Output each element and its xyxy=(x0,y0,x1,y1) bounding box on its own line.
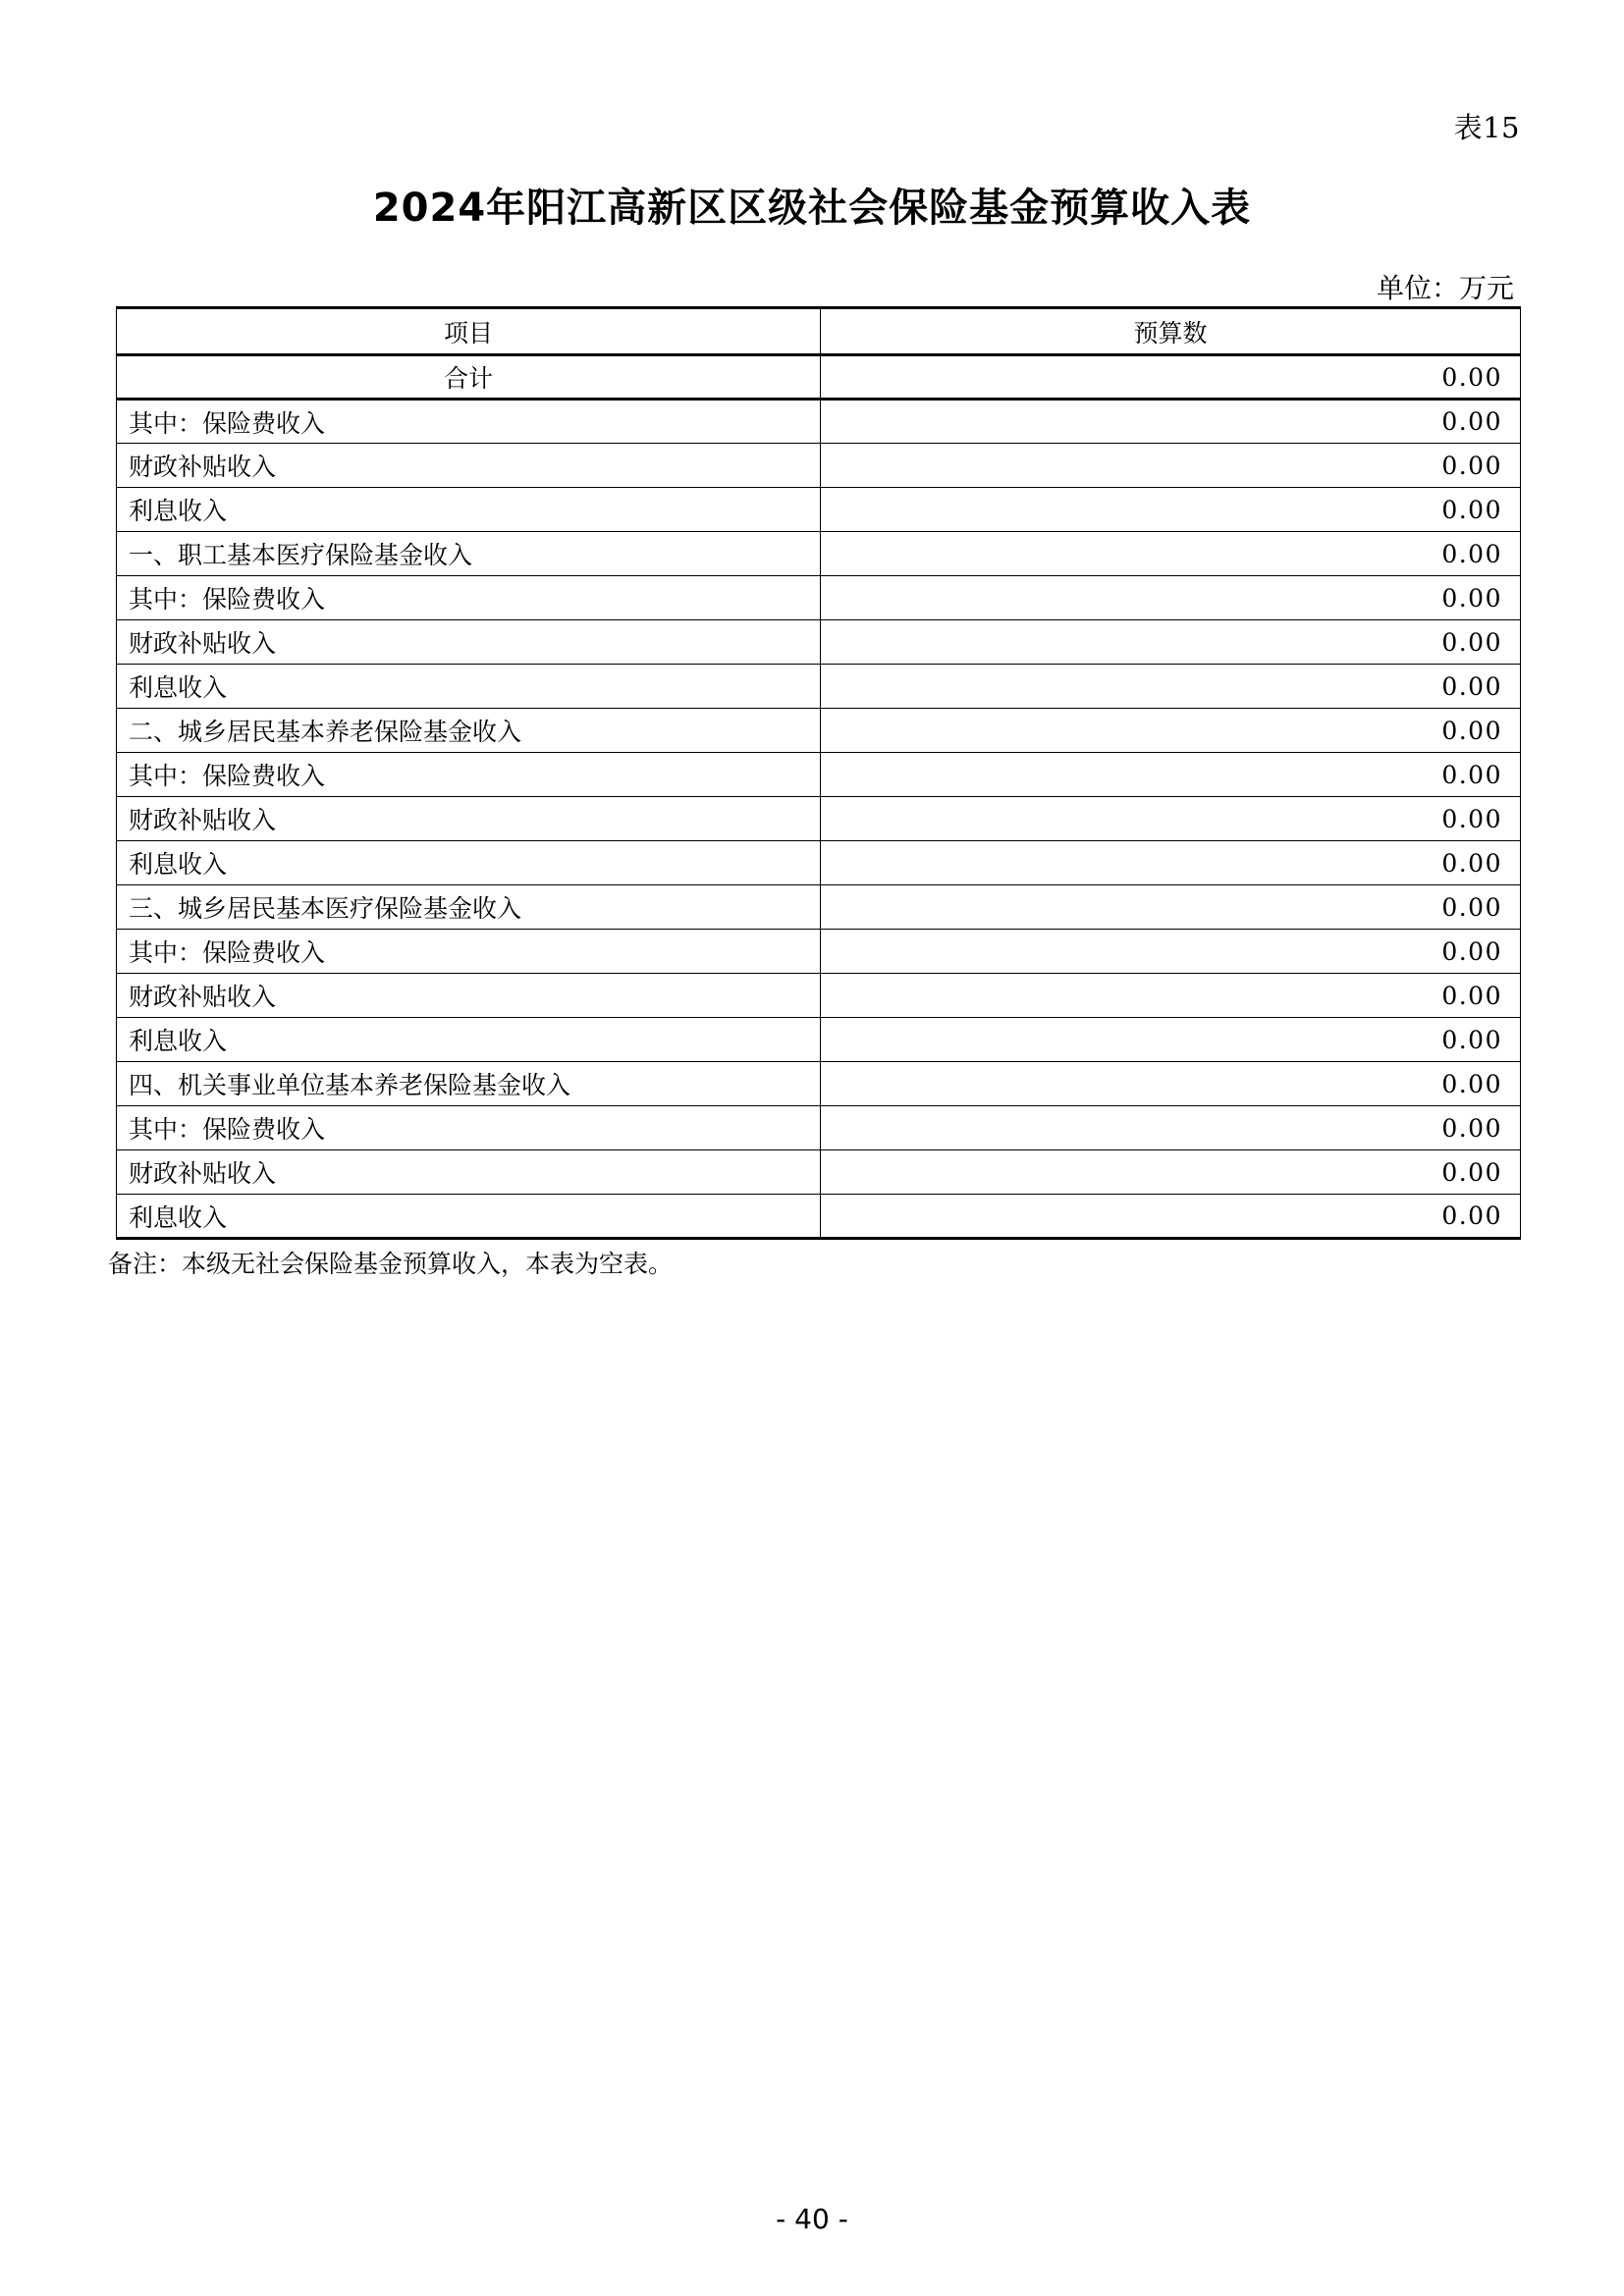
row-label: 财政补贴收入 xyxy=(117,974,821,1018)
row-value: 0.00 xyxy=(821,1106,1521,1150)
row-label: 四、机关事业单位基本养老保险基金收入 xyxy=(117,1062,821,1106)
table-body xyxy=(117,355,1521,1239)
table-row xyxy=(117,885,1521,930)
row-value: 0.00 xyxy=(821,444,1521,488)
row-value: 0.00 xyxy=(821,974,1521,1018)
row-label: 利息收入 xyxy=(117,1018,821,1062)
row-value: 0.00 xyxy=(821,488,1521,532)
row-value: 0.00 xyxy=(821,709,1521,753)
row-label: 利息收入 xyxy=(117,1195,821,1239)
table-row xyxy=(117,532,1521,576)
row-label: 利息收入 xyxy=(117,841,821,885)
footnote: 备注：本级无社会保险基金预算收入，本表为空表。 xyxy=(108,1250,674,1278)
row-label: 利息收入 xyxy=(117,665,821,709)
row-value: 0.00 xyxy=(821,797,1521,841)
row-value: 0.00 xyxy=(821,1195,1521,1239)
table-row xyxy=(117,488,1521,532)
row-value: 0.00 xyxy=(821,1062,1521,1106)
row-label: 其中：保险费收入 xyxy=(117,576,821,620)
row-value: 0.00 xyxy=(821,532,1521,576)
row-value: 0.00 xyxy=(821,620,1521,665)
row-label: 其中：保险费收入 xyxy=(117,753,821,797)
row-label: 财政补贴收入 xyxy=(117,1150,821,1195)
table-row xyxy=(117,444,1521,488)
row-value: 0.00 xyxy=(821,885,1521,930)
row-value: 0.00 xyxy=(821,400,1521,444)
table-row xyxy=(117,355,1521,400)
row-value: 0.00 xyxy=(821,930,1521,974)
table-row xyxy=(117,797,1521,841)
column-header-item: 项目 xyxy=(117,308,821,355)
column-header-budget: 预算数 xyxy=(821,308,1521,355)
row-label: 财政补贴收入 xyxy=(117,797,821,841)
row-label: 财政补贴收入 xyxy=(117,620,821,665)
table-row xyxy=(117,841,1521,885)
row-label: 二、城乡居民基本养老保险基金收入 xyxy=(117,709,821,753)
table-header xyxy=(117,308,1521,355)
page-title: 2024年阳江高新区区级社会保险基金预算收入表 xyxy=(372,186,1252,231)
row-value: 0.00 xyxy=(821,576,1521,620)
table-row xyxy=(117,400,1521,444)
table-row xyxy=(117,1150,1521,1195)
table-header-row xyxy=(117,308,1521,355)
table-row xyxy=(117,709,1521,753)
row-label: 利息收入 xyxy=(117,488,821,532)
table-row xyxy=(117,1018,1521,1062)
row-value: 0.00 xyxy=(821,665,1521,709)
table-row xyxy=(117,576,1521,620)
table-row xyxy=(117,1062,1521,1106)
table-row xyxy=(117,974,1521,1018)
unit-note: 单位：万元 xyxy=(1376,272,1514,304)
row-label: 一、职工基本医疗保险基金收入 xyxy=(117,532,821,576)
budget-income-table xyxy=(116,306,1521,1240)
row-label: 其中：保险费收入 xyxy=(117,1106,821,1150)
table-row xyxy=(117,1106,1521,1150)
table-row xyxy=(117,1195,1521,1239)
row-value: 0.00 xyxy=(821,355,1521,400)
row-label: 三、城乡居民基本医疗保险基金收入 xyxy=(117,885,821,930)
row-value: 0.00 xyxy=(821,1018,1521,1062)
row-label: 财政补贴收入 xyxy=(117,444,821,488)
page-number: - 40 - xyxy=(776,2203,848,2235)
row-label: 其中：保险费收入 xyxy=(117,400,821,444)
row-label: 其中：保险费收入 xyxy=(117,930,821,974)
row-value: 0.00 xyxy=(821,1150,1521,1195)
row-value: 0.00 xyxy=(821,841,1521,885)
table-row xyxy=(117,930,1521,974)
table-row xyxy=(117,753,1521,797)
row-label: 合计 xyxy=(117,355,821,400)
row-value: 0.00 xyxy=(821,753,1521,797)
table-row xyxy=(117,620,1521,665)
table-row xyxy=(117,665,1521,709)
table-label: 表15 xyxy=(1453,111,1520,144)
